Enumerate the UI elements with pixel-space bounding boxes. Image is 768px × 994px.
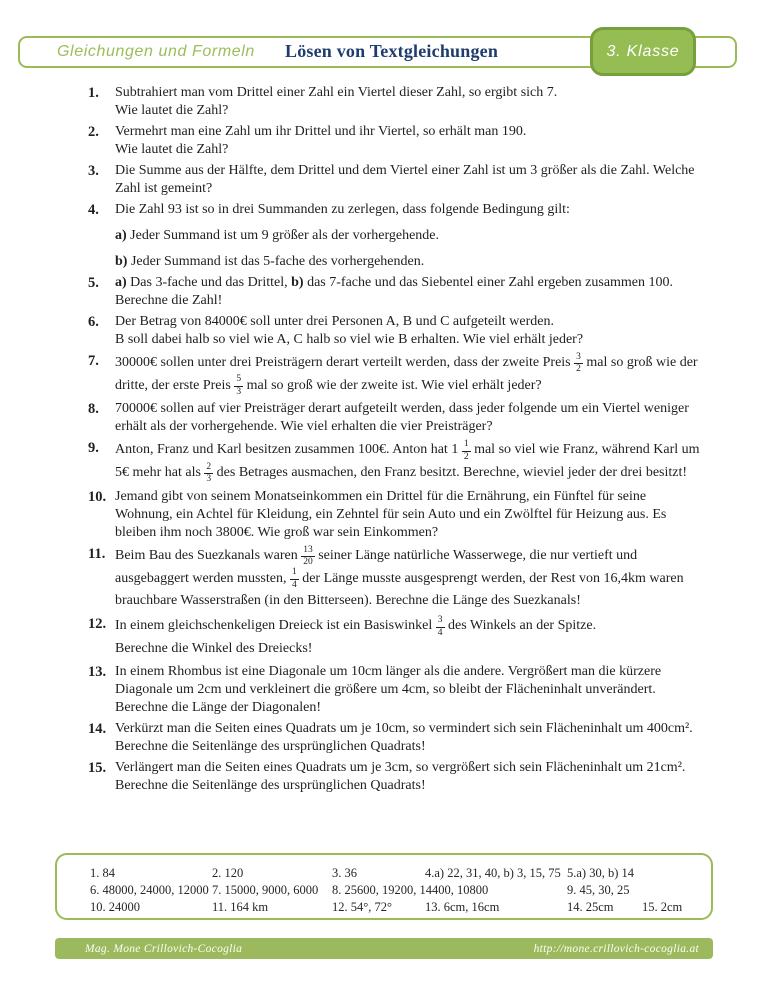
fraction-denominator: 4 — [437, 627, 443, 638]
answer-row — [90, 900, 711, 917]
problem-list — [88, 84, 704, 798]
problem-text: In einem Rhombus ist eine Diagonale um 10cm länger als die andere. Vergrößert man die kürzere Diagonale um 2cm und verkleinert die größere um 4cm, so bleibt der Flächeninhalt unverändert. Berechne die Länge der Diagonalen! — [115, 664, 662, 716]
problem-number: 13. — [88, 664, 107, 681]
fraction-denominator: 3 — [206, 474, 212, 485]
problem-text: Die Summe aus der Hälfte, dem Drittel und dem Viertel einer Zahl ist um 3 größer als die Zahl. Welche Zahl ist gemeint? — [115, 163, 695, 196]
problem-item — [88, 123, 704, 159]
problem-item — [88, 720, 704, 756]
sub-item-label: a) — [115, 228, 127, 243]
fraction-denominator: 20 — [303, 557, 313, 568]
problem-item — [88, 615, 704, 660]
problem-number: 5. — [88, 275, 99, 291]
answer-cell: 3. 36 — [332, 866, 357, 880]
problem-body — [115, 352, 704, 397]
problem-number: 12. — [88, 616, 107, 633]
fraction-numerator: 13 — [301, 546, 315, 558]
problem-item — [88, 313, 704, 349]
answer-cell: 14. 25cm — [567, 900, 614, 914]
problem-body — [115, 545, 704, 612]
problem-body — [115, 663, 704, 717]
problem-number: 10. — [88, 488, 107, 505]
problem-text: Der Betrag von 84000€ soll unter drei Personen A, B und C aufgeteilt werden. B soll dabei halb so viel wie A, C halb so viel wie B erhalten. Wie viel erhält jeder? — [115, 314, 584, 347]
problem-item — [88, 545, 704, 612]
worksheet-title: Lösen von Textgleichungen — [285, 41, 499, 61]
fraction-denominator: 2 — [576, 364, 581, 375]
problem-item — [88, 201, 704, 271]
problem-text: Verkürzt man die Seiten eines Quadrats um je 10cm, so vermindert sich sein Flächeninhalt um 400cm². Berechne die Seitenlänge des ursprünglichen Quadrats! — [115, 721, 693, 755]
problem-number: 2. — [88, 124, 99, 140]
fraction — [436, 616, 445, 638]
answer-cell: 9. 45, 30, 25 — [567, 883, 630, 897]
fraction — [574, 353, 583, 375]
problem-text: b) Jeder Summand ist das 5-fache des vorhergehenden. — [115, 254, 425, 269]
problem-body — [115, 439, 704, 484]
problem-number: 3. — [88, 163, 99, 179]
problem-body — [115, 274, 704, 310]
problem-body — [115, 615, 704, 660]
problem-text: Jemand gibt von seinem Monatseinkommen ein Drittel für die Ernährung, ein Fünftel für seine Wohnung, ein Achtel für Kleidung, ein Zehntel für sein Auto und ein Zwölftel für Heizung aus. Es bleiben ihm noch 3800€. Wie groß war sein Einkommen? — [115, 488, 667, 540]
problem-body — [115, 123, 704, 159]
fraction-numerator: 3 — [436, 616, 445, 628]
footer-url[interactable]: http://mone.crillovich-cocoglia.at — [533, 942, 699, 955]
problem-text: 30000€ sollen unter drei Preisträgern derart verteilt werden, dass der zweite Preis $\frac{3}{2}$ mal so groß wie der dritte, der erste Preis $\frac{5}{3}$ mal so groß wie der zweite ist. Wie viel erhält jeder? — [115, 351, 698, 397]
problem-item — [88, 84, 704, 120]
problem-item — [88, 663, 704, 717]
footer-author: Mag. Mone Crillovich-Cocoglia — [85, 942, 243, 955]
fraction-numerator: 5 — [234, 375, 243, 387]
answer-cell: 7. 15000, 9000, 6000 — [212, 883, 319, 897]
problem-text: Subtrahiert man vom Drittel einer Zahl ein Viertel dieser Zahl, so ergibt sich 7. Wie lautet die Zahl? — [115, 85, 558, 118]
fraction — [204, 463, 213, 485]
fraction-denominator: 3 — [236, 386, 242, 397]
grade-badge-label: 3. Klasse — [606, 42, 680, 60]
problem-text: Beim Bau des Suezkanals waren $\frac{13}{20}$ seiner Länge natürliche Wasserwege, die nur vertieft und ausgebaggert werden mussten, $\frac{1}{4}$ der Länge musste ausgesprengt werden, der Rest von 16,4km waren brauchbare Wasserstraßen (in den Bitterseen). Berechne die Länge des Suezkanals! — [115, 544, 684, 609]
problem-body — [115, 720, 704, 756]
fraction-denominator: 4 — [291, 579, 297, 590]
answer-box — [55, 853, 713, 920]
answer-cell: 4.a) 22, 31, 40, b) 3, 15, 75 — [425, 866, 561, 880]
problem-text: a) Jeder Summand ist um 9 größer als der vorhergehende. — [115, 228, 439, 243]
problem-body — [115, 400, 704, 436]
fraction — [301, 546, 315, 568]
problem-text: Verlängert man die Seiten eines Quadrats um je 3cm, so vergrößert sich sein Flächeninhalt um 21cm². Berechne die Seitenlänge des ursprünglichen Quadrats! — [115, 760, 686, 794]
problem-item — [88, 352, 704, 397]
problem-number: 11. — [88, 545, 106, 562]
problem-item — [88, 439, 704, 484]
answer-cell: 8. 25600, 19200, 14400, 10800 — [332, 883, 489, 897]
problem-number: 4. — [88, 202, 99, 218]
sub-item-label: b) — [115, 254, 128, 269]
fraction-numerator: 1 — [462, 440, 471, 452]
problem-text: 70000€ sollen auf vier Preisträger derart aufgeteilt werden, dass jeder folgende um ein Viertel weniger erhält als der vorhergehende. Wie viel erhalten die vier Preisträger? — [115, 401, 689, 435]
problem-item — [88, 162, 704, 198]
fraction-numerator: 2 — [204, 463, 213, 475]
sub-item-label: b) — [291, 275, 304, 290]
answer-cell: 1. 84 — [90, 866, 115, 880]
problem-text: a) Das 3-fache und das Drittel, b) das 7-fache und das Siebentel einer Zahl ergeben zusammen 100. Berechne die Zahl! — [115, 275, 674, 308]
problem-body — [115, 759, 704, 795]
problem-text: In einem gleichschenkeligen Dreieck ist ein Basiswinkel $\frac{3}{4}$ des Winkels an der Spitze. Berechne die Winkel des Dreiecks! — [115, 615, 597, 657]
sub-item-label: a) — [115, 275, 127, 290]
answer-cell: 13. 6cm, 16cm — [425, 900, 500, 914]
problem-number: 1. — [88, 85, 99, 101]
problem-body — [115, 201, 704, 271]
footer-bar — [55, 938, 713, 959]
fraction — [462, 440, 471, 462]
problem-number: 7. — [88, 353, 99, 369]
problem-item — [88, 488, 704, 542]
fraction — [234, 375, 243, 397]
problem-number: 9. — [88, 440, 99, 457]
problem-number: 14. — [88, 721, 107, 738]
fraction-numerator: 1 — [290, 568, 299, 580]
problem-item — [88, 759, 704, 795]
problem-text: Vermehrt man eine Zahl um ihr Drittel und ihr Viertel, so erhält man 190. Wie lautet die Zahl? — [115, 124, 527, 157]
answer-cell: 10. 24000 — [90, 900, 140, 914]
answer-row — [90, 883, 711, 900]
answer-cell: 5.a) 30, b) 14 — [567, 866, 634, 880]
grade-badge — [590, 27, 696, 76]
problem-body — [115, 313, 704, 349]
problem-number: 6. — [88, 314, 99, 330]
problem-number: 8. — [88, 401, 99, 418]
fraction — [290, 568, 299, 590]
problem-body — [115, 162, 704, 198]
answer-cell: 11. 164 km — [212, 900, 269, 914]
answer-cell: 2. 120 — [212, 866, 244, 880]
problem-body — [115, 488, 704, 542]
problem-body — [115, 84, 704, 120]
problem-item — [88, 400, 704, 436]
worksheet-category-label: Gleichungen und Formeln — [57, 43, 255, 60]
answer-row — [90, 866, 711, 883]
answer-cell: 15. 2cm — [642, 900, 683, 914]
fraction-numerator: 3 — [574, 353, 583, 365]
problem-number: 15. — [88, 760, 107, 777]
problem-item — [88, 274, 704, 310]
answer-cell: 12. 54°, 72° — [332, 900, 392, 914]
answer-cell: 6. 48000, 24000, 12000 — [90, 883, 209, 897]
problem-text: Anton, Franz und Karl besitzen zusammen 100€. Anton hat 1 $\frac{1}{2}$ mal so viel wie Franz, während Karl um 5€ mehr hat als $\frac{2}{3}$ des Betrages ausmachen, den Franz besitzt. Berechne, wieviel jeder der drei besitzt! — [115, 439, 700, 485]
fraction-denominator: 2 — [463, 451, 469, 462]
problem-text: Die Zahl 93 ist so in drei Summanden zu zerlegen, dass folgende Bedingung gilt: — [115, 202, 570, 217]
